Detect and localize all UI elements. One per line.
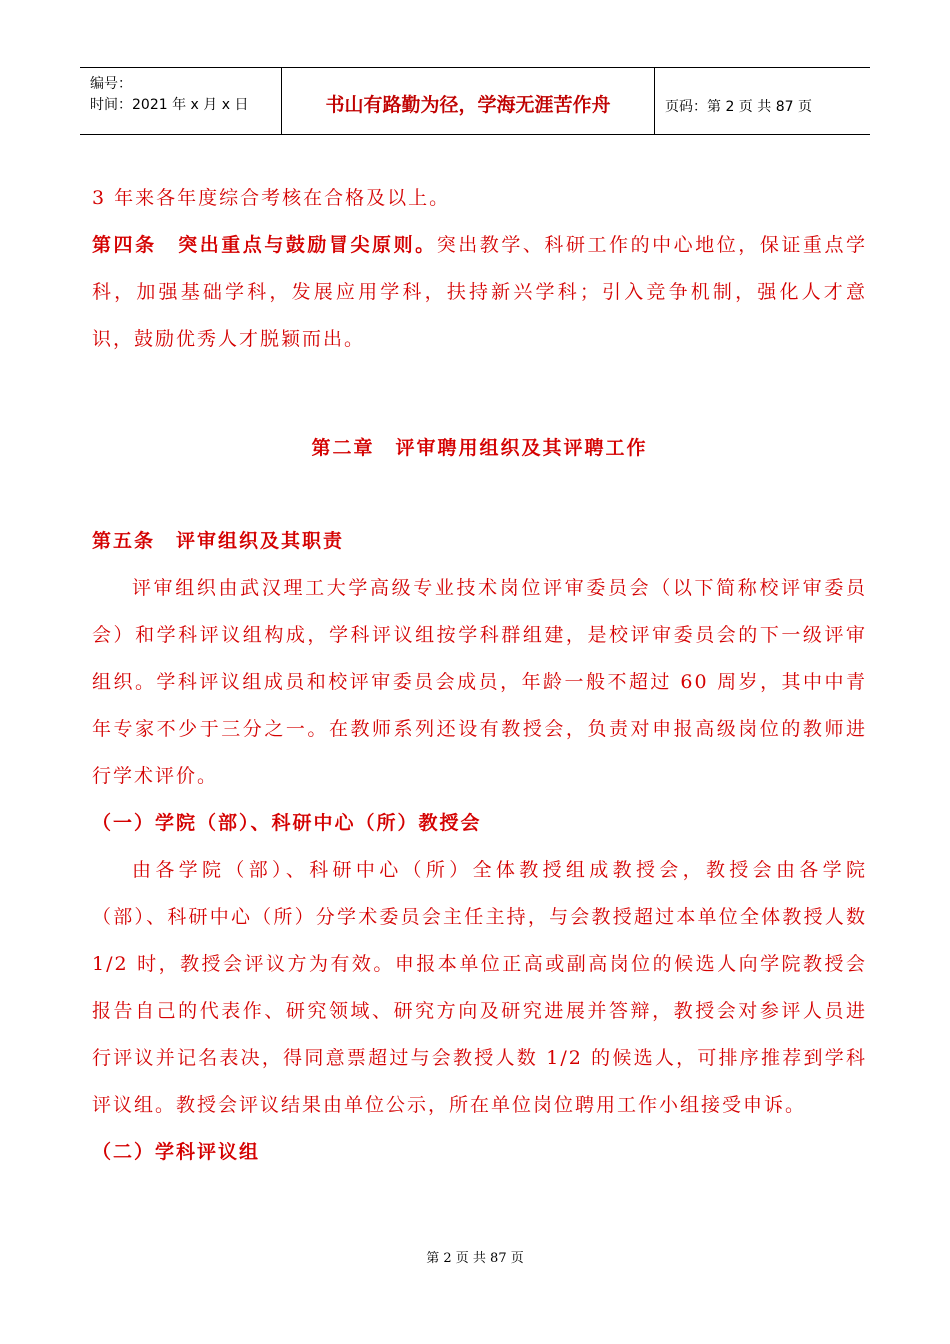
article-5-text: 评审组织由武汉理工大学高级专业技术岗位评审委员会（以下简称校评审委员会）和学科评议组构成，学科评议组按学科群组建，是校评审委员会的下一级评审组织。学科评议组成员和校评审委员会成员，年龄一般不超过 60 周岁，其中中青年专家不少于三分之一。在教师系列还设有教授会，负责对申报高级岗位的教师进行学术评价。 <box>92 577 867 787</box>
subsection-1-text: 由各学院（部）、科研中心（所）全体教授组成教授会，教授会由各学院（部）、科研中心（所）分学术委员会主任主持，与会教授超过本单位全体教授人数 1/2 时，教授会评议方为有效。申报本单位正高或副高岗位的候选人向学院教授会报告自己的代表作、研究领域、研究方向及研究进展并答辩，教授会对参评人员进行评议并记名表决，得同意票超过与会教授人数 1/2 的候选人，可排序推荐到学科评议组。教授会评议结果由单位公示，所在单位岗位聘用工作小组接受申诉。 <box>92 859 867 1116</box>
page-header <box>80 67 870 135</box>
document-body <box>92 175 867 1176</box>
header-page-label: 页码：第 2 页 共 87 页 <box>665 99 812 115</box>
chapter-2-heading: 第二章 评审聘用组织及其评聘工作 <box>311 437 648 459</box>
page-footer: 第 2 页 共 87 页 <box>426 1251 524 1266</box>
header-motto-cell <box>282 68 655 134</box>
subsection-1-title: （一）学院（部）、科研中心（所）教授会 <box>92 812 482 834</box>
paragraph-assessment: 3 年来各年度综合考核在合格及以上。 <box>92 187 451 209</box>
article-4-paragraph <box>92 222 867 363</box>
document-date-label: 时间：2021 年 x 月 x 日 <box>90 97 249 113</box>
article-5-title: 第五条 评审组织及其职责 <box>92 530 345 552</box>
header-info-cell <box>80 68 282 134</box>
header-motto: 书山有路勤为径，学海无涯苦作舟 <box>325 94 611 116</box>
header-page-cell <box>655 68 870 134</box>
article-4-title: 第四条 突出重点与鼓励冒尖原则。 <box>92 234 437 256</box>
subsection-2-title: （二）学科评议组 <box>92 1141 261 1163</box>
article-4-text: 突出教学、科研工作的中心地位，保证重点学科，加强基础学科，发展应用学科，扶持新兴学科；引入竞争机制，强化人才意识，鼓励优秀人才脱颖而出。 <box>92 234 867 350</box>
document-number-label: 编号： <box>90 76 132 92</box>
